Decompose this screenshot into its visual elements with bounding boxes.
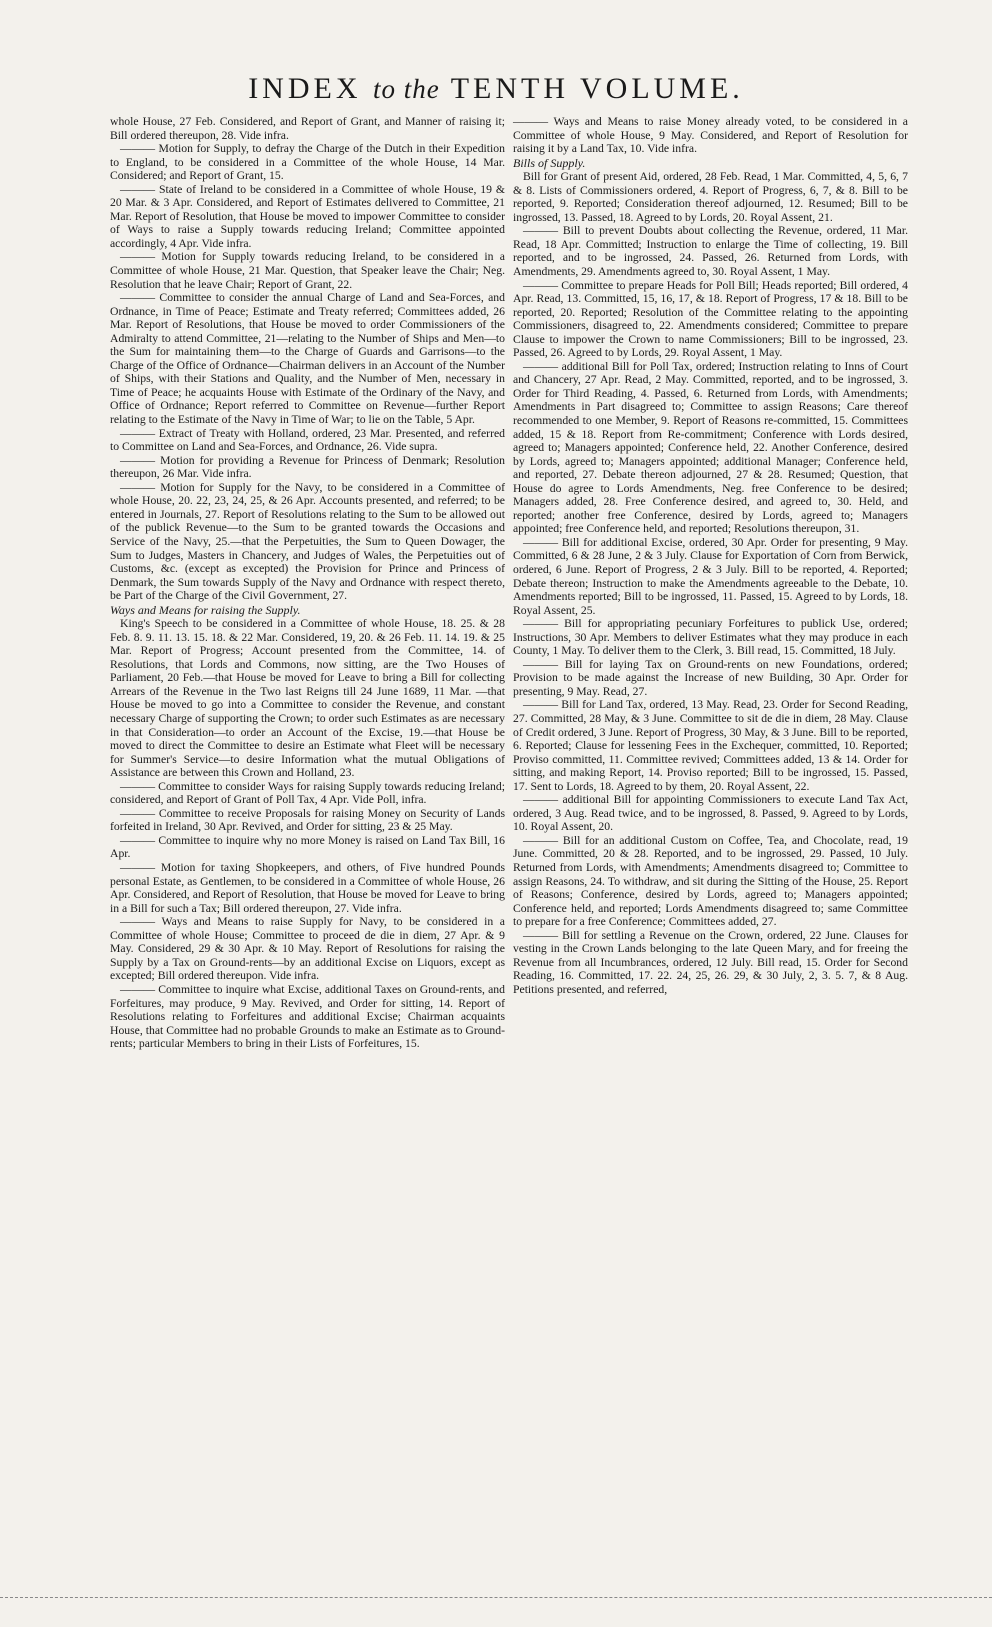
index-entry: ——— Ways and Means to raise Money already voted, to be considered in a Committee of whole House, 9 May. Considered, and Report of Resolution for raising it by a Land Tax, 10. Vide infra. [513,115,908,156]
index-entry: ——— Bill for settling a Revenue on the Crown, ordered, 22 June. Clauses for vesting in the Crown Lands belonging to the late Queen Mary, and for freeing the Revenue from all Incumbrances, ordered, 12 July. Bill read, 15. Order for Second Reading, 16. Committed, 17. 22. 24, 25, 26. 29, & 30 July, 2, 3. 5. 7, & 8 Aug. Petitions presented, and referred, [513,928,908,996]
index-entry: ——— Committee to consider Ways for raising Supply towards reducing Ireland; considered, and Report of Grant of Poll Tax, 4 Apr. Vide Poll, infra. [110,779,505,807]
page-header [0,72,992,106]
header-index: INDEX [248,72,362,105]
index-entry: ——— Committee to receive Proposals for raising Money on Security of Lands forfeited in Ireland, 30 Apr. Revived, and Order for sitting, 23 & 25 May. [110,806,505,834]
header-tenth-volume: TENTH VOLUME. [450,72,744,105]
index-entry: ——— Extract of Treaty with Holland, ordered, 23 Mar. Presented, and referred to Committee on Land and Sea-Forces, and Ordnance, 26. Vide supra. [110,426,505,454]
index-entry: ——— State of Ireland to be considered in a Committee of whole House, 19 & 20 Mar. & 3 Apr. Considered, and Report of Estimates delivered to Committee, 21 Mar. Report of Resolution, that House be moved to impower Committee to consider of Ways to raise a Supply towards reducing Ireland; Committee appointed accordingly, 4 Apr. Vide infra. [110,182,505,250]
index-entry: ——— Ways and Means to raise Supply for Navy, to be considered in a Committee of whole House; Committee to proceed de die in diem, 27 Apr. & 9 May. Considered, 29 & 30 Apr. & 10 May. Report of Resolutions for raising the Supply by a Tax on Ground-rents—by an additional Excise on Liquors, except as excepted; Bill ordered thereupon. Vide infra. [110,915,505,983]
index-entry: Bill for Grant of present Aid, ordered, 28 Feb. Read, 1 Mar. Committed, 4, 5, 6, 7 & 8. Lists of Commissioners ordered, 4. Report of Progress, 6, 7, & 8. Bill to be reported, 9. Reported; Consideration thereof adjourned, 12. Resumed; Bill to be ingrossed, 13. Passed, 18. Agreed to by Lords, 20. Royal Assent, 21. [513,170,908,224]
index-entry: King's Speech to be considered in a Committee of whole House, 18. 25. & 28 Feb. 8. 9. 11. 13. 15. 18. & 22 Mar. Considered, 19, 20. & 26 Feb. 11. 14. 19. & 25 Mar. Report of Progress; Account presented from the Committee, 14. of Resolutions, that Lords and Commons, now sitting, are the Two Houses of Parliament, 20 Feb.—that House be moved for Leave to bring a Bill for collecting Arrears of the Revenue in the Two last Reigns till 24 June 1689, 11 Mar. —that House be moved to go into a Committee to consider the Revenue, and constant necessary Charge of supporting the Crown; to order such Estimates as are necessary in that Consideration—to order an Account of the Excise, 19.—that House be moved to direct the Committee to desire an Estimate what Fleet will be necessary for Summer's Service—to desire Information what the mutual Obligations of Assistance are between this Crown and Holland, 23. [110,617,505,780]
index-entry: ——— Motion for Supply for the Navy, to be considered in a Committee of whole House, 20. 22, 23, 24, 25, & 26 Apr. Accounts presented, and referred; to be entered in Journals, 27. Report of Resolutions relating to the Sum to be allowed out of the publick Revenue—to the Sum to be granted towards the Occasions and Service of the Navy, 25.—that the Perpetuities, the Sum to Queen Dowager, the Sum to Judges, Masters in Chancery, and Judges of Wales, the Perpetuities out of Customs, &c. (except as excepted) the Provision for Prince and Princess of Denmark, the Sum towards Supply of the Navy and Ordnance with respect thereto, be Part of the Charge of the Civil Government, 27. [110,480,505,603]
index-entry: ——— Committee to inquire what Excise, additional Taxes on Ground-rents, and Forfeitures, may produce, 9 May. Revived, and Order for sitting, 14. Report of Resolutions relating to Forfeitures and additional Excise; Chairman acquaints House, that Committee had no probable Grounds to make an Estimate as to Ground-rents; particular Members to bring in their Lists of Forfeitures, 15. [110,982,505,1051]
index-entry: ——— Bill for appropriating pecuniary Forfeitures to publick Use, ordered; Instructions, 30 Apr. Members to deliver Estimates what they may produce in each County, 1 May. To deliver them to the Clerk, 3. Bill read, 15. Committed, 18 July. [513,617,908,658]
bottom-rule [0,1597,992,1598]
index-entry: ——— Motion for taxing Shopkeepers, and others, of Five hundred Pounds personal Estate, as Gentlemen, to be considered in a Committee of whole House, 26 Apr. Considered, and Report of Resolution, that House be moved for Leave to bring in a Bill for such a Tax; Bill ordered thereupon, 27. Vide infra. [110,861,505,915]
index-entry: ——— Bill for additional Excise, ordered, 30 Apr. Order for presenting, 9 May. Committed, 6 & 28 June, 2 & 3 July. Clause for Exportation of Corn from Berwick, ordered, 6 June. Report of Progress, 2 & 3 July. Bill to be reported, 4. Reported; Debate thereon; Instruction to make the Amendments agreeable to the Debate, 10. Amendments reported; Bill to be ingrossed, 11. Passed, 15. Agreed to by Lords, 18. Royal Assent, 25. [513,535,908,617]
section-heading: Ways and Means for raising the Supply. [110,602,301,617]
index-entry: ——— Motion for providing a Revenue for Princess of Denmark; Resolution thereupon, 26 Mar. Vide infra. [110,453,505,481]
index-entry: whole House, 27 Feb. Considered, and Report of Grant, and Manner of raising it; Bill ordered thereupon, 28. Vide infra. [110,115,505,142]
index-entry: ——— Committee to inquire why no more Money is raised on Land Tax Bill, 16 Apr. [110,833,505,861]
header-to-the: to the [373,74,440,104]
index-entry: ——— Motion for Supply towards reducing Ireland, to be considered in a Committee of whole House, 21 Mar. Question, that Speaker leave the Chair; Neg. Resolution that he leave Chair; Report of Grant, 22. [110,250,505,291]
index-entry: ——— additional Bill for Poll Tax, ordered; Instruction relating to Inns of Court and Chancery, 27 Apr. Read, 2 May. Committed, reported, and to be ingrossed, 3. Order for Third Reading, 4. Passed, 6. Returned from Lords, with Amendments; Amendments in Part disagreed to; Committee to assign Reasons; Care thereof recommended to one Member, 9. Report of Reasons re-committed, 15. Committees added, 15 & 18. Report from Re-commitment; Conference with Lords desired, agreed to; Managers appointed; Conference held, 22. Another Conference, desired by Lords, agreed to; Managers appointed; additional Manager; Conference held, and reported, 27. Debate thereon adjourned, 27 & 28. Resumed; Question, that House do agree to Lords Amendments, Neg. free Conference to be desired; Managers added, 28. Free Conference desired, and agreed to, 30. Held, and reported; another free Conference, desired by Lords, agreed to; Managers appointed; free Conference held, and reported; Resolutions thereupon, 31. [513,359,908,536]
index-entry: ——— Bill to prevent Doubts about collecting the Revenue, ordered, 11 Mar. Read, 18 Apr. Committed; Instruction to enlarge the Time of collecting, 19. Bill reported, and to be ingrossed, 24. Passed, 26. Returned from Lords, with Amendments, 29. Amendments agreed to, 30. Royal Assent, 1 May. [513,224,908,278]
index-entry: ——— Bill for an additional Custom on Coffee, Tea, and Chocolate, read, 19 June. Committed, 20 & 28. Reported, and to be ingrossed, 29. Passed, 10 July. Returned from Lords, with Amendments; Amendments disagreed to; Committee to assign Reasons, 24. To withdraw, and sit during the Sitting of the House, 25. Report of Reasons; Conference, desired by Lords, agreed to; Managers appointed; Conference held, and reported; Lords Amendments disagreed to; same Committee to prepare for a free Conference; Committees added, 27. [513,833,908,929]
index-entry: ——— Committee to prepare Heads for Poll Bill; Heads reported; Bill ordered, 4 Apr. Read, 13. Committed, 15, 16, 17, & 18. Report of Progress, 17 & 18. Bill to be reported, 20. Reported; Resolution of the Committee relating to the appointing Commissioners, disagreed to, 22. Amendments considered; Committee to prepare Clause to impower the Crown to name Commissioners; Bill to be ingrossed, 23. Passed, 26. Agreed to by Lords, 29. Royal Assent, 1 May. [513,278,908,360]
right-column [513,115,908,997]
index-entry: ——— additional Bill for appointing Commissioners to execute Land Tax Act, ordered, 3 Aug. Read twice, and to be ingrossed, 8. Passed, 9. Agreed to by Lords, 10. Royal Assent, 20. [513,793,908,834]
index-entry: ——— Bill for Land Tax, ordered, 13 May. Read, 23. Order for Second Reading, 27. Committed, 28 May, & 3 June. Committee to sit de die in diem, 28 May. Clause of Credit ordered, 3 June. Report of Progress, 30 May, & 3 June. Bill to be reported, 6. Reported; Clause for lessening Fees in the Exchequer, committed, 10. Reported; Proviso committed, 11. Committee revived; Committees added, 13 & 14. Order for sitting, and making Report, 14. Proviso reported; Bill to be ingrossed, 15. Passed, 17. Sent to Lords, 18. Agreed to by them, 20. Royal Assent, 22. [513,698,908,793]
left-column [110,115,505,1051]
section-heading: Bills of Supply. [513,155,586,170]
index-entry: ——— Bill for laying Tax on Ground-rents on new Foundations, ordered; Provision to be made against the Increase of new Building, 30 Apr. Order for presenting, 9 May. Read, 27. [513,657,908,698]
index-entry: ——— Committee to consider the annual Charge of Land and Sea-Forces, and Ordnance, in Time of Peace; Estimate and Treaty referred; Committees added, 26 Mar. Report of Resolutions, that House be moved to order Commissioners of the Admiralty to attend Committee, 21—relating to the Number of Ships and Men—to the Sum for maintaining them—to the Charge of Guards and Garrisons—to the Charge of the Office of Ordnance—Chairman delivers in an Account of the Number of Ships, with their Stations and Quality, and the Number of Men, necessary in Time of Peace; he acquaints House with Estimate of the Ordinary of the Navy, and Office of Ordnance; Report referred to Committee on Revenue—further Report relating to the Estimate of the Navy in Time of War; to lie on the Table, 5 Apr. [110,291,505,427]
index-entry: ——— Motion for Supply, to defray the Charge of the Dutch in their Expedition to England, to be considered in a Committee of the whole House, 14 Mar. Considered; and Report of Grant, 15. [110,142,505,183]
